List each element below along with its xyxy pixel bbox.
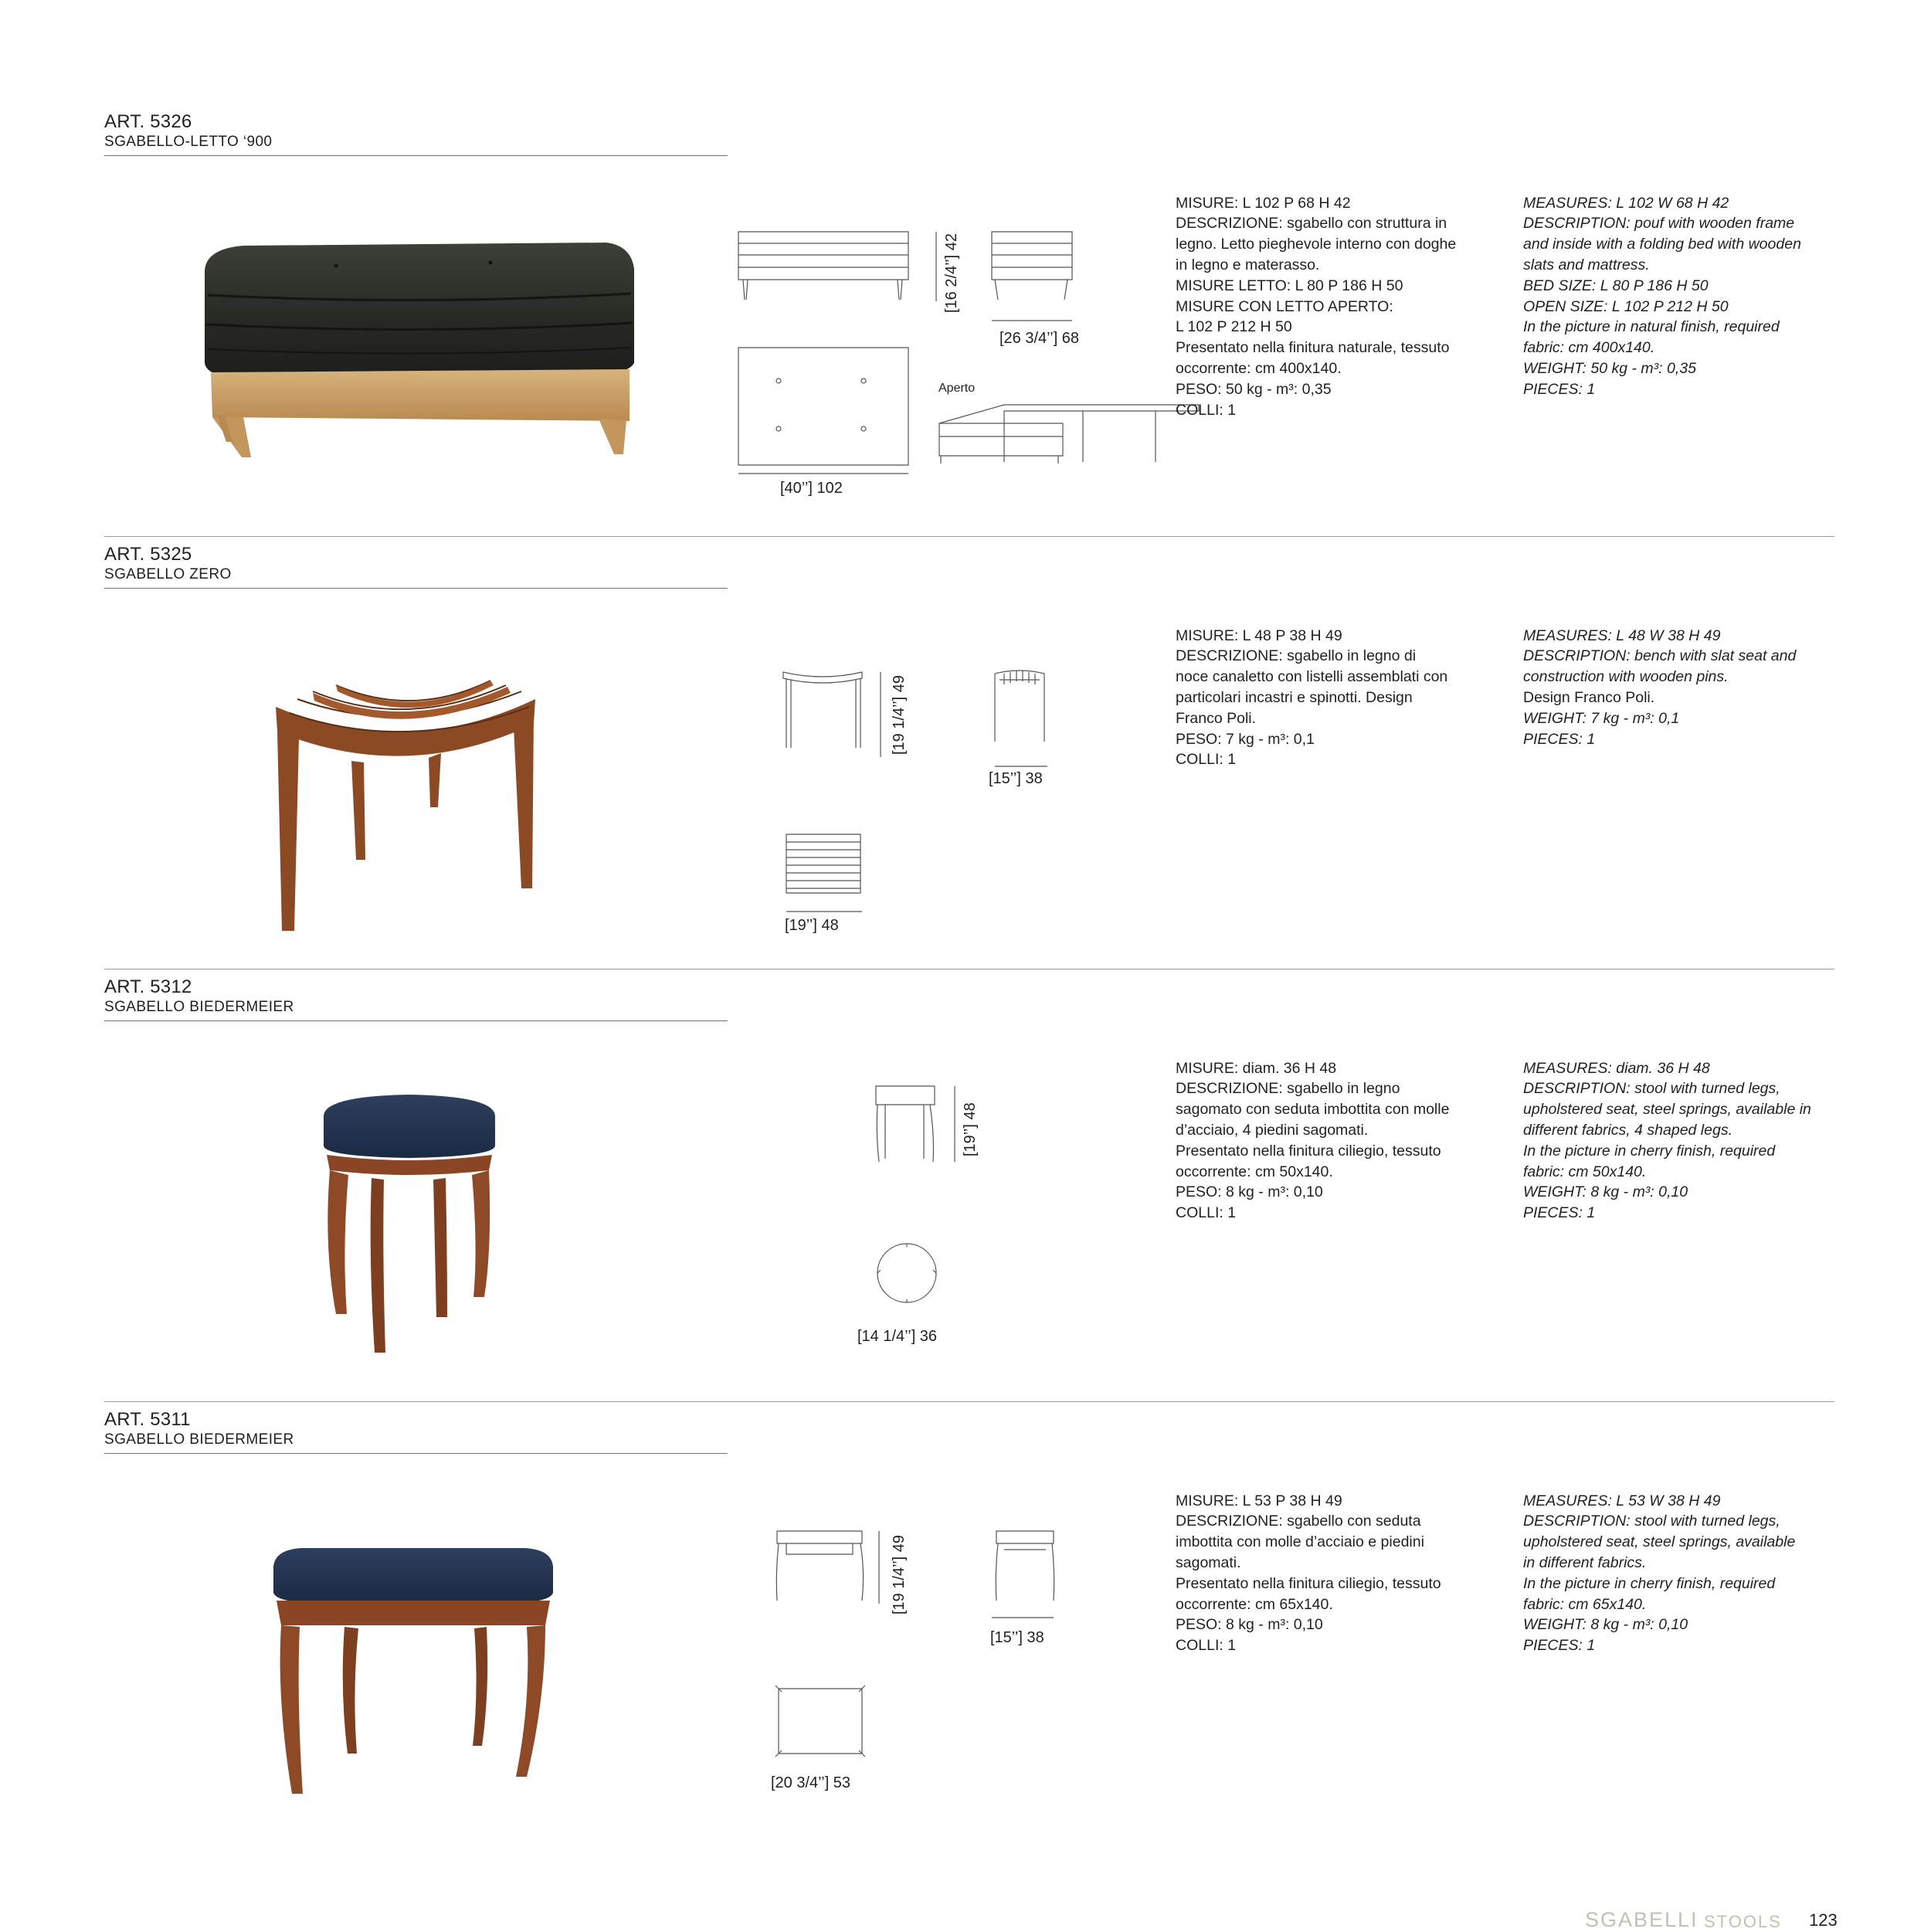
title-underline: [104, 1020, 728, 1021]
product-5326-art: ART. 5326: [104, 111, 192, 132]
product-5312-desc-en: MEASURES: diam. 36 H 48 DESCRIPTION: stool with turned legs, upholstered seat, steel springs, available in different fabrics, 4 shaped legs. In the picture in cherry finish, required fabric: cm 50x140. WEIGHT: 8 kg - m³: 0,10 PIECES: 1: [1523, 1059, 1811, 1222]
dim-height: [19 1/4’’] 49: [891, 674, 908, 755]
product-5326-photo: [197, 232, 645, 463]
page-number: 123: [1809, 1910, 1838, 1930]
section-divider: [104, 536, 1834, 537]
product-5326-desc-en: MEASURES: L 102 W 68 H 42 DESCRIPTION: pouf with wooden frame and inside with a folding bed with wooden slats and mattress. BED SIZE: L 80 P 186 H 50 OPEN SIZE: L 102 P 212 H 50 In the picture in natural finish, required fabric: cm 400x140. WEIGHT: 50 kg - m³: 0,35 PIECES: 1: [1523, 194, 1801, 398]
dim-height: [19’’] 48: [962, 1102, 979, 1156]
product-5326-drawings: [734, 216, 1213, 471]
product-5325-drawings: [780, 664, 1074, 919]
product-5312-drawings: [873, 1081, 966, 1313]
product-5311-art: ART. 5311: [104, 1409, 191, 1430]
product-5311-name: SGABELLO BIEDERMEIER: [104, 1431, 294, 1448]
dim-depth: [15’’] 38: [989, 770, 1043, 787]
product-5326-name: SGABELLO-LETTO ‘900: [104, 134, 273, 150]
title-underline: [104, 1453, 728, 1454]
dim-depth: [15’’] 38: [990, 1629, 1044, 1646]
section-divider: [104, 1401, 1834, 1402]
footer-section-title-en: STOOLS: [1704, 1912, 1782, 1931]
dim-height: [16 2/4’’] 42: [943, 233, 960, 313]
product-5312-art: ART. 5312: [104, 976, 192, 997]
dim-width: [14 1/4’’] 36: [857, 1328, 938, 1345]
footer-section-title: SGABELLI: [1585, 1908, 1699, 1931]
title-underline: [104, 155, 728, 156]
product-5325-desc-it: MISURE: L 48 P 38 H 49 DESCRIZIONE: sgabello in legno di noce canaletto con listelli assemblati con particolari incastri e spinotti. Design Franco Poli. PESO: 7 kg - m³: 0,1 COLLI: 1: [1176, 626, 1448, 769]
product-5325-art: ART. 5325: [104, 544, 192, 565]
product-5325-name: SGABELLO ZERO: [104, 566, 232, 582]
product-5312-name: SGABELLO BIEDERMEIER: [104, 999, 294, 1015]
product-5312-desc-it: MISURE: diam. 36 H 48 DESCRIZIONE: sgabello in legno sagomato con seduta imbottita con molle d’acciaio, 4 piedini sagomati. Presentato nella finitura ciliegio, tessuto occorrente: cm 50x140. PESO: 8 kg - m³: 0,10 COLLI: 1: [1176, 1059, 1450, 1222]
product-5311-photo: [270, 1545, 556, 1800]
product-5325-desc-en: MEASURES: L 48 W 38 H 49 DESCRIPTION: bench with slat seat and construction with wooden pins. Design Franco Poli. WEIGHT: 7 kg - m³: 0,1 PIECES: 1: [1523, 626, 1797, 748]
title-underline: [104, 588, 728, 589]
dim-width: [40’’] 102: [780, 480, 843, 497]
product-5311-desc-en: MEASURES: L 53 W 38 H 49 DESCRIPTION: stool with turned legs, upholstered seat, steel springs, available in different fabrics. In the picture in cherry finish, required fabric: cm 65x140. WEIGHT: 8 kg - m³: 0,10 PIECES: 1: [1523, 1492, 1796, 1655]
product-5326-desc-it: MISURE: L 102 P 68 H 42 DESCRIZIONE: sgabello con struttura in legno. Letto pieghevole interno con doghe in legno e materasso. MISURE LETTO: L 80 P 186 H 50 MISURE CON LETTO APERTO: L 102 P 212 H 50 Presentato nella finitura naturale, tessuto occorrente: cm 400x140. PESO: 50 kg - m³: 0,35 COLLI: 1: [1176, 194, 1457, 419]
dim-height: [19 1/4’’] 49: [891, 1534, 908, 1615]
dim-width: [20 3/4’’] 53: [771, 1774, 851, 1791]
product-5325-photo: [266, 676, 545, 946]
product-5311-desc-it: MISURE: L 53 P 38 H 49 DESCRIZIONE: sgabello con seduta imbottita con molle d’acciaio e piedini sagomati. Presentato nella finitura ciliegio, tessuto occorrente: cm 65x140. PESO: 8 kg - m³: 0,10 COLLI: 1: [1176, 1492, 1441, 1655]
dim-depth: [26 3/4’’] 68: [999, 330, 1080, 347]
label-open: Aperto: [938, 382, 976, 395]
dim-width: [19’’] 48: [785, 917, 839, 934]
product-5312-photo: [321, 1093, 498, 1356]
